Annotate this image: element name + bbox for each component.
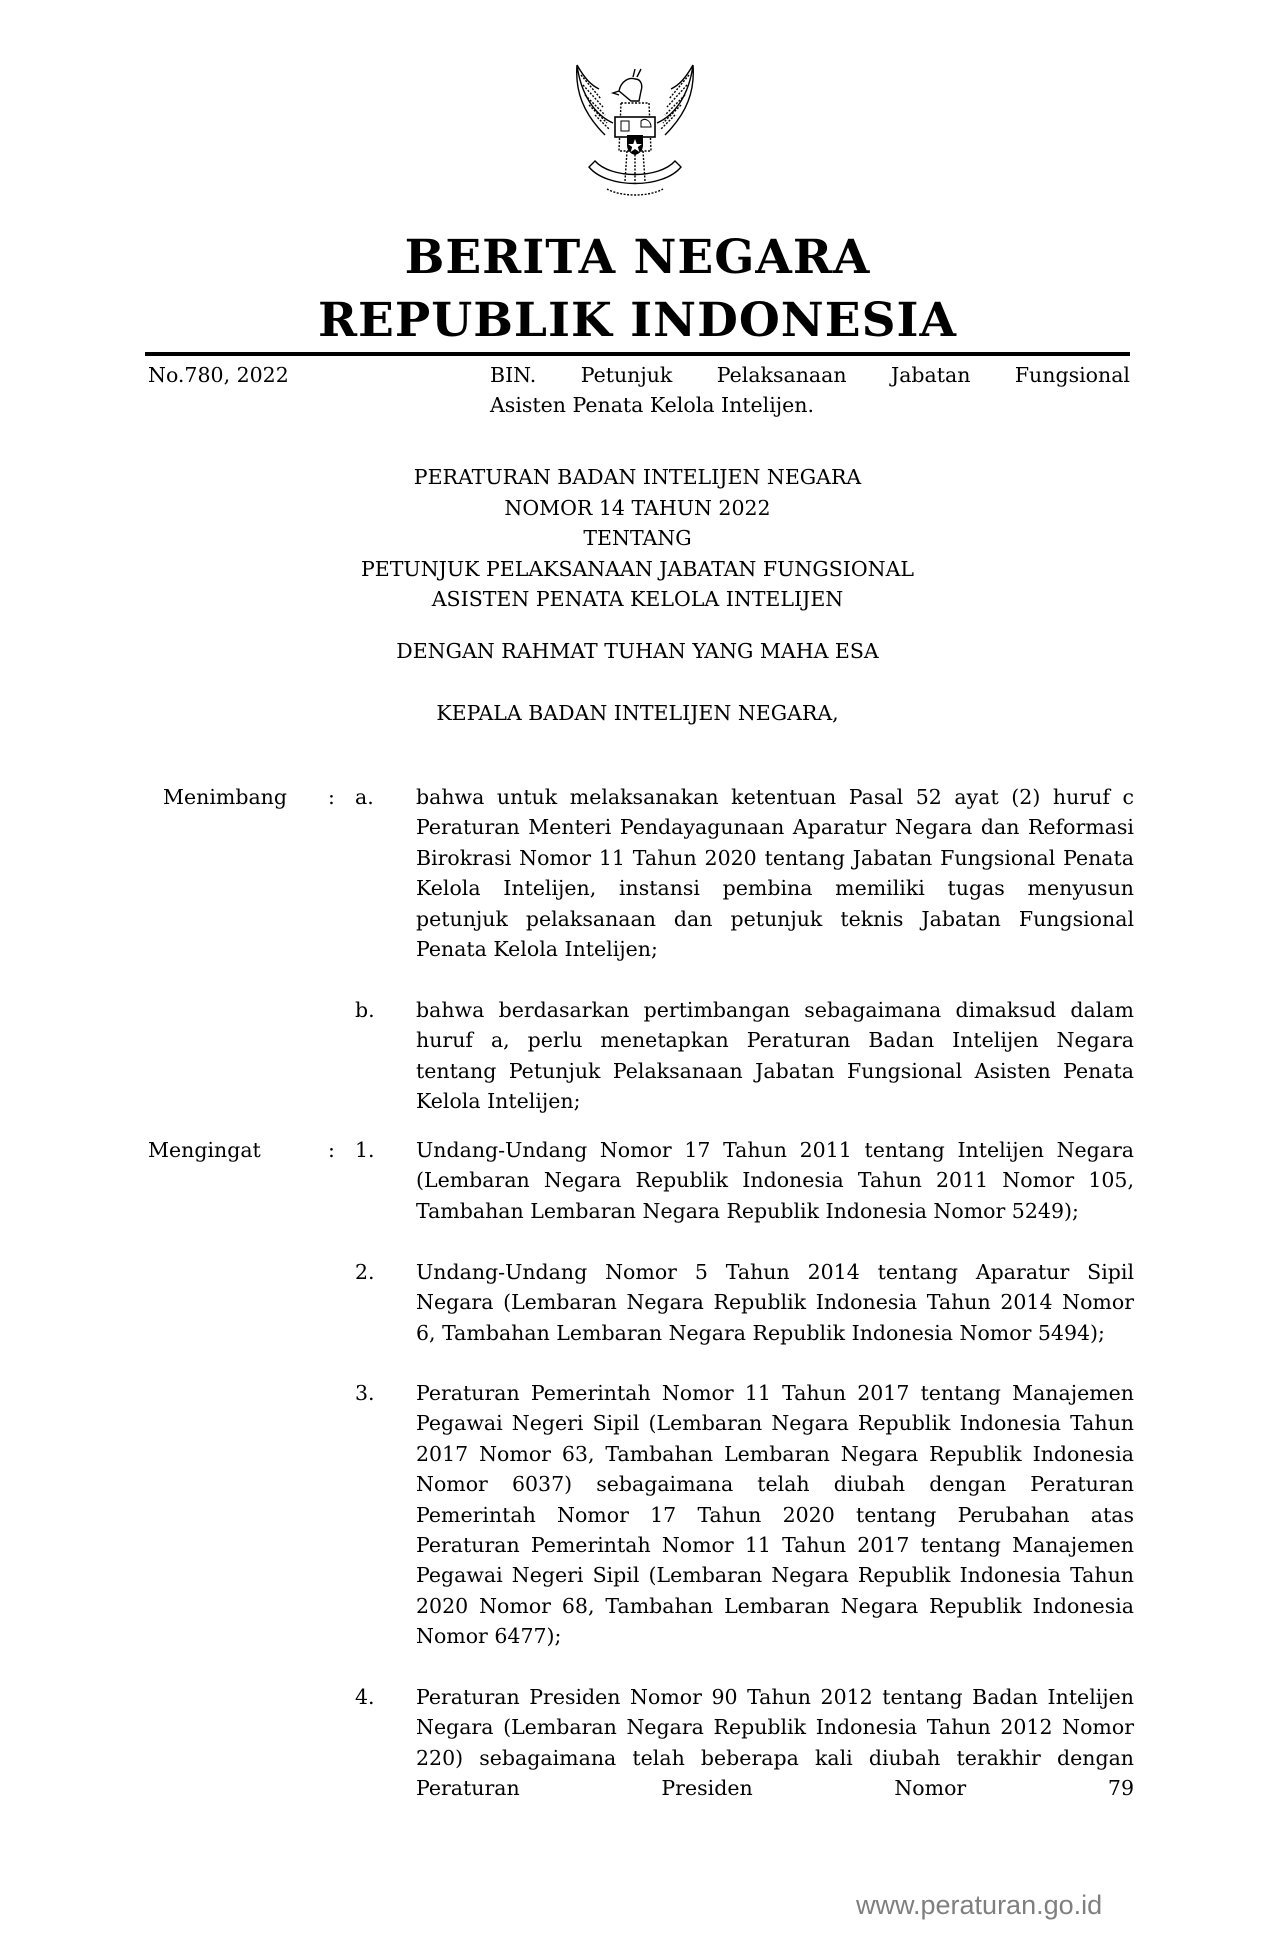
footer-website-link[interactable]: www.peraturan.go.id	[856, 1890, 1103, 1920]
section-colon: :	[328, 1138, 335, 1162]
item-marker: b.	[355, 998, 375, 1022]
item-text: Peraturan Pemerintah Nomor 11 Tahun 2017 tentang Manajemen Pegawai Negeri Sipil (Lembaran Negara Republik Indonesia Tahun 2017 Nomor 63, Tambahan Lembaran Negara Republik Indonesia Nomor 6037) sebagaimana telah diubah dengan Peraturan Pemerintah Nomor 17 Tahun 2020 tentang Perubahan atas Peraturan Pemerintah Nomor 11 Tahun 2017 tentang Manajemen Pegawai Negeri Sipil (Lembaran Negara Republik Indonesia Tahun 2020 Nomor 68, Tambahan Lembaran Negara Republik Indonesia Nomor 6477);	[416, 1381, 1134, 1649]
document-subject	[490, 360, 1130, 420]
document-number: No.780, 2022	[148, 363, 289, 387]
title-line: ASISTEN PENATA KELOLA INTELIJEN	[431, 587, 844, 611]
masthead-divider	[145, 352, 1130, 356]
document-subject-line2: Asisten Penata Kelola Intelijen.	[490, 393, 814, 417]
item-text: Undang-Undang Nomor 17 Tahun 2011 tentang Intelijen Negara (Lembaran Negara Republik Indonesia Tahun 2011 Nomor 105, Tambahan Lembaran Negara Republik Indonesia Nomor 5249);	[416, 1138, 1134, 1223]
item-marker: a.	[355, 785, 374, 809]
item-text: Undang-Undang Nomor 5 Tahun 2014 tentang Aparatur Sipil Negara (Lembaran Negara Republik Indonesia Tahun 2014 Nomor 6, Tambahan Lembaran Negara Republik Indonesia Nomor 5494);	[416, 1260, 1134, 1345]
item-text: Peraturan Presiden Nomor 90 Tahun 2012 tentang Badan Intelijen Negara (Lembaran Negara Republik Indonesia Tahun 2012 Nomor 220) sebagaimana telah beberapa kali diubah terakhir dengan Peraturan Presiden Nomor 79	[416, 1685, 1134, 1801]
section-label: Menimbang	[163, 785, 287, 809]
title-line: PETUNJUK PELAKSANAAN JABATAN FUNGSIONAL	[360, 556, 914, 581]
item-text: bahwa untuk melaksanakan ketentuan Pasal 52 ayat (2) huruf c Peraturan Menteri Pendayagunaan Aparatur Negara dan Reformasi Birokrasi Nomor 11 Tahun 2020 tentang Jabatan Fungsional Penata Kelola Intelijen, instansi pembina memiliki tugas menyusun petunjuk pelaksanaan dan petunjuk teknis Jabatan Fungsional Penata Kelola Intelijen;	[416, 785, 1134, 962]
blessing-line: DENGAN RAHMAT TUHAN YANG MAHA ESA	[396, 639, 879, 663]
item-marker: 3.	[355, 1381, 375, 1405]
section-label: Mengingat	[148, 1138, 261, 1162]
garuda-emblem-icon	[555, 55, 715, 215]
item-text: bahwa berdasarkan pertimbangan sebagaimana dimaksud dalam huruf a, perlu menetapkan Peraturan Badan Intelijen Negara tentang Petunjuk Pelaksanaan Jabatan Fungsional Asisten Penata Kelola Intelijen;	[416, 998, 1134, 1114]
title-line: NOMOR 14 TAHUN 2022	[504, 495, 771, 520]
item-marker: 4.	[355, 1685, 375, 1709]
item-marker: 2.	[355, 1260, 375, 1284]
masthead-title: BERITA NEGARA	[404, 230, 871, 285]
title-line: TENTANG	[583, 526, 692, 550]
masthead-subtitle: REPUBLIK INDONESIA	[317, 293, 957, 348]
regulation-title	[145, 462, 1130, 615]
item-marker: 1.	[355, 1138, 375, 1162]
section-colon: :	[328, 785, 335, 809]
title-line: PERATURAN BADAN INTELIJEN NEGARA	[413, 465, 862, 489]
document-subject-line1: BIN. Petunjuk Pelaksanaan Jabatan Fungsional	[490, 363, 1130, 387]
authority-line: KEPALA BADAN INTELIJEN NEGARA,	[436, 701, 839, 725]
